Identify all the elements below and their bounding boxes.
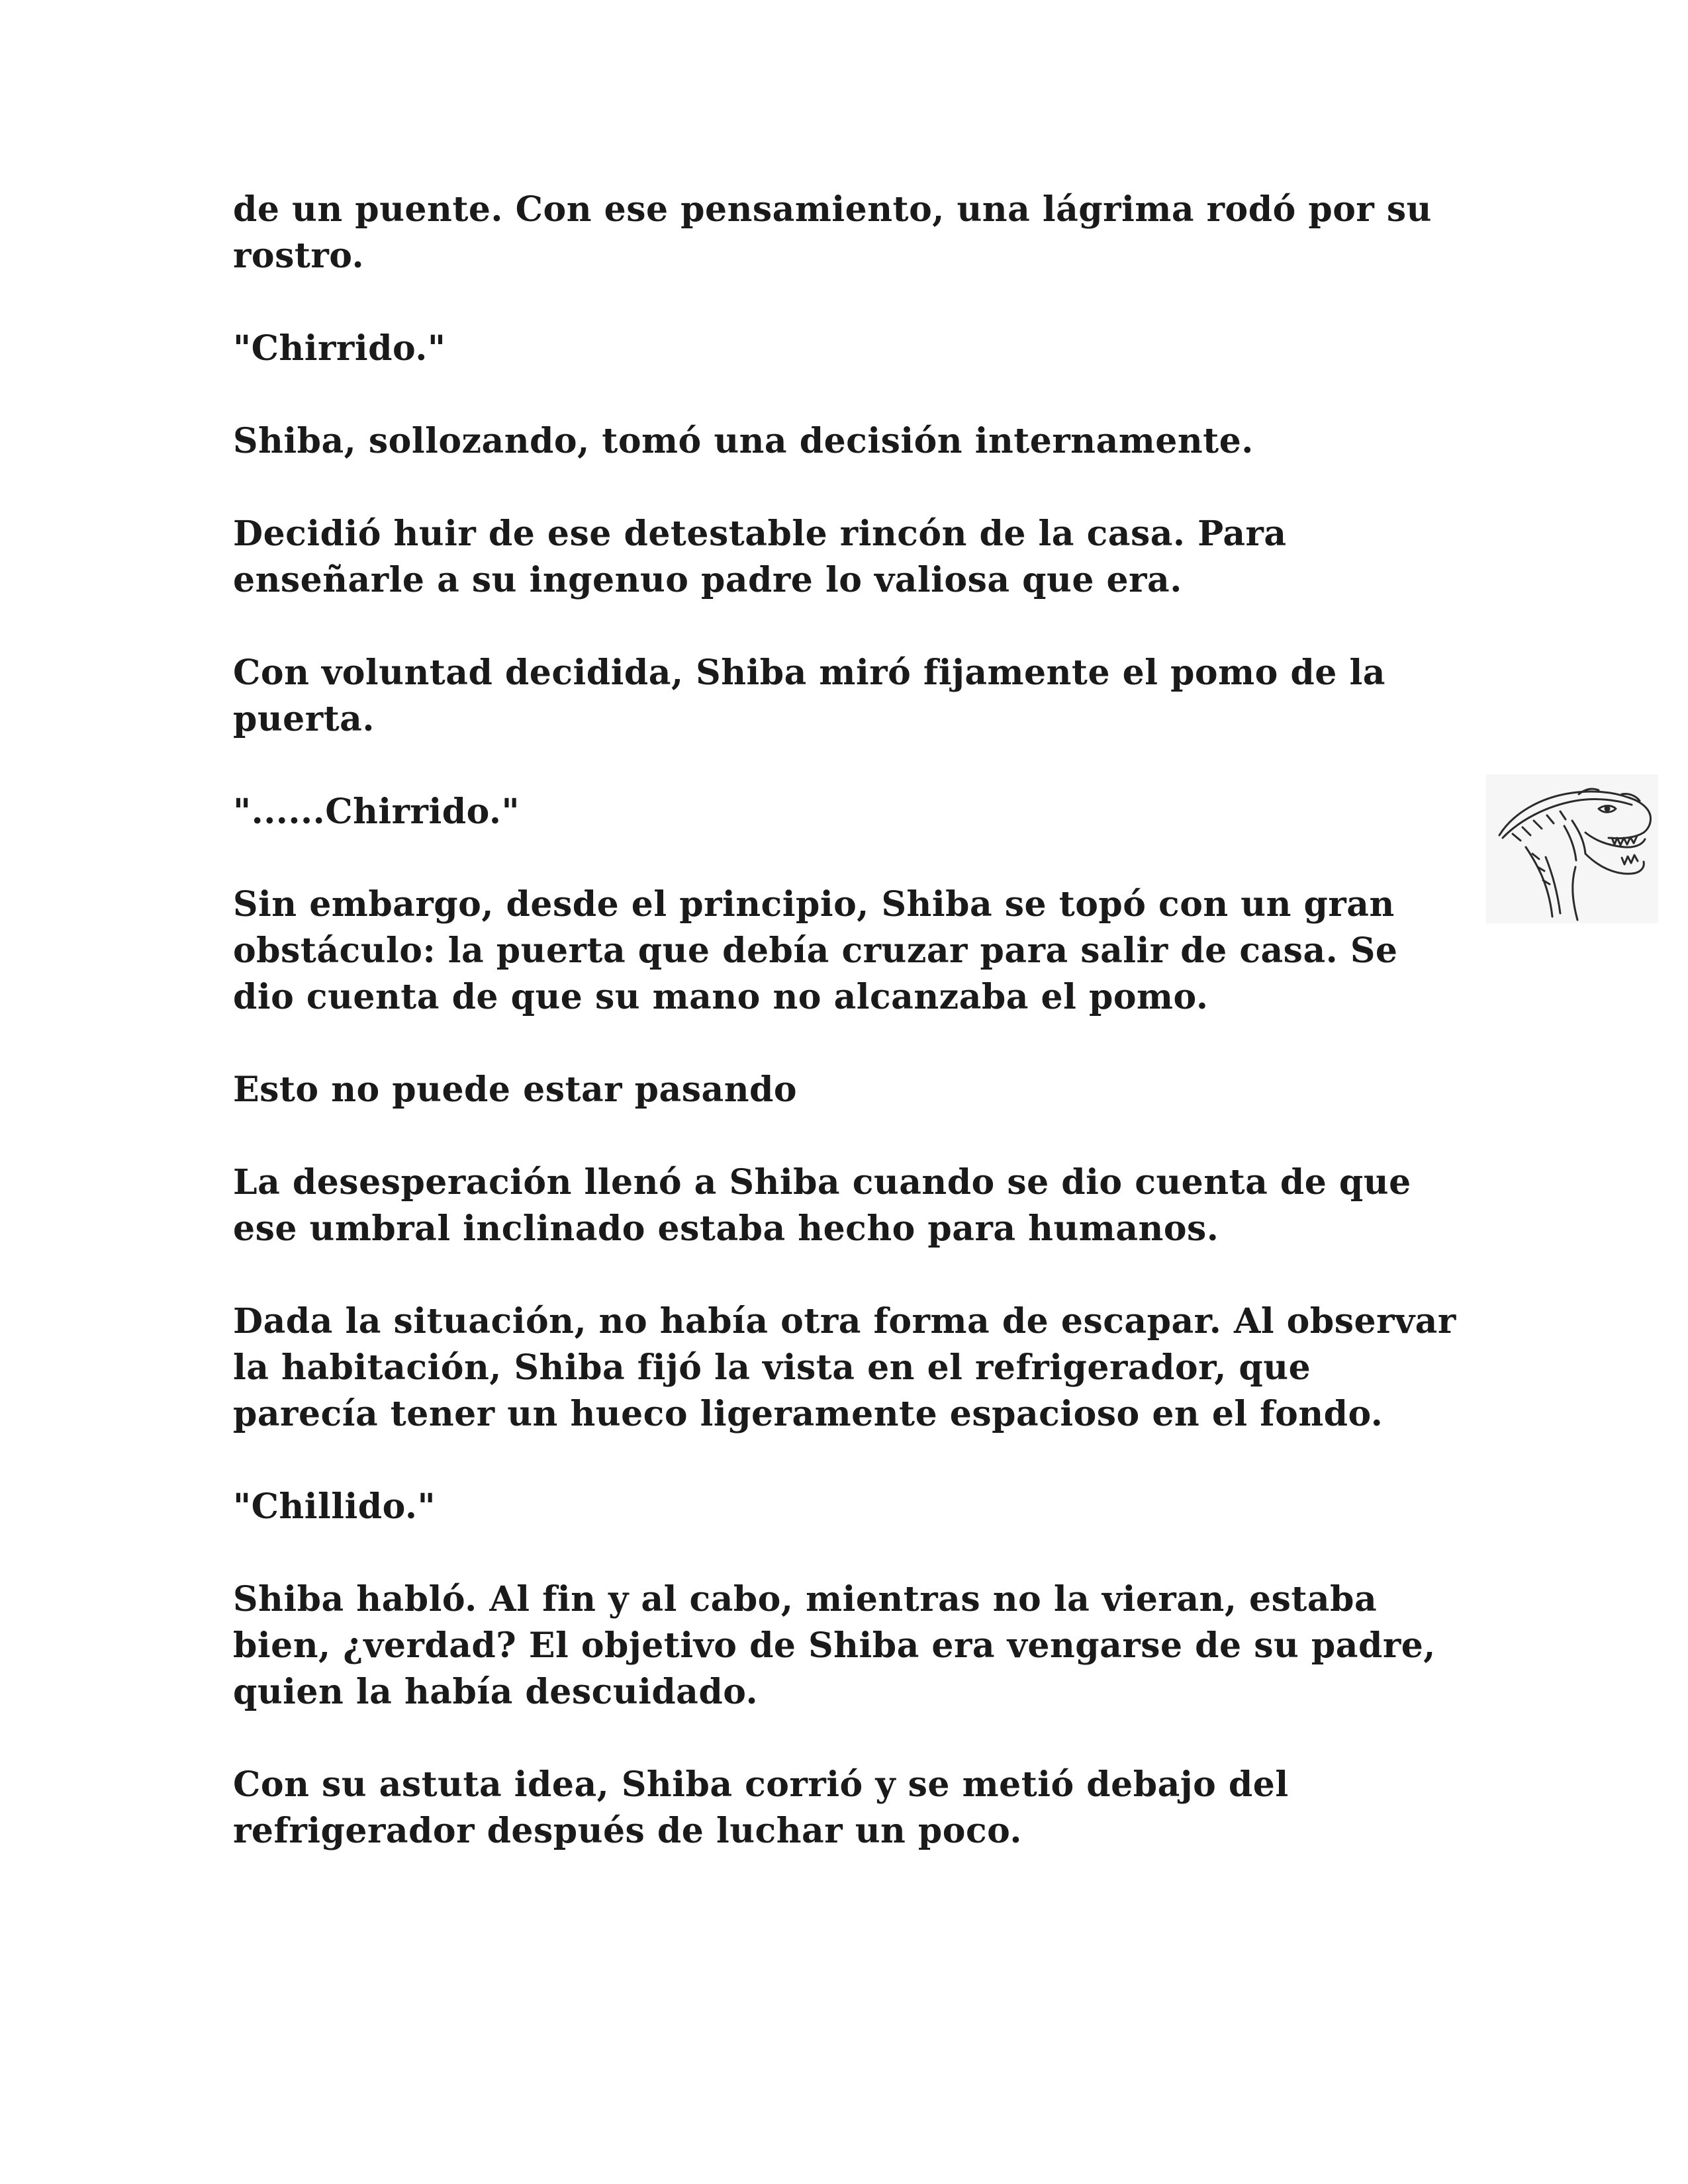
paragraph: Con su astuta idea, Shiba corrió y se metió debajo del refrigerador después de luchar un poco. [233, 1764, 1289, 1851]
paragraph: Sin embargo, desde el principio, Shiba se topó con un gran obstáculo: la puerta que debía cruzar para salir de casa. Se dio cuenta de que su mano no alcanzaba el pomo. [233, 884, 1398, 1017]
paragraph: La desesperación llenó a Shiba cuando se dio cuenta de que ese umbral inclinado estaba hecho para humanos. [233, 1162, 1411, 1249]
paragraph: "......Chirrido." [233, 792, 520, 832]
paragraph: Esto no puede estar pasando [233, 1069, 798, 1110]
paragraph: Decidió huir de ese detestable rincón de la casa. Para enseñarle a su ingenuo padre lo valiosa que era. [233, 514, 1287, 600]
story-text [233, 187, 1464, 1854]
paragraph: de un puente. Con ese pensamiento, una lágrima rodó por su rostro. [233, 189, 1432, 276]
paragraph: Dada la situación, no había otra forma de escapar. Al observar la habitación, Shiba fijó la vista en el refrigerador, que parecía tener un hueco ligeramente espacioso en el fondo. [233, 1301, 1456, 1434]
paragraph: "Chirrido." [233, 328, 446, 369]
dinosaur-head-sketch-icon [1486, 774, 1658, 923]
paragraph: Shiba, sollozando, tomó una decisión internamente. [233, 421, 1254, 461]
dinosaur-sketch-graphic [1486, 774, 1658, 923]
paragraph: Shiba habló. Al fin y al cabo, mientras no la vieran, estaba bien, ¿verdad? El objetivo de Shiba era vengarse de su padre, quien la había descuidado. [233, 1579, 1436, 1712]
paragraph: "Chillido." [233, 1486, 436, 1527]
paragraph: Con voluntad decidida, Shiba miró fijamente el pomo de la puerta. [233, 653, 1385, 739]
